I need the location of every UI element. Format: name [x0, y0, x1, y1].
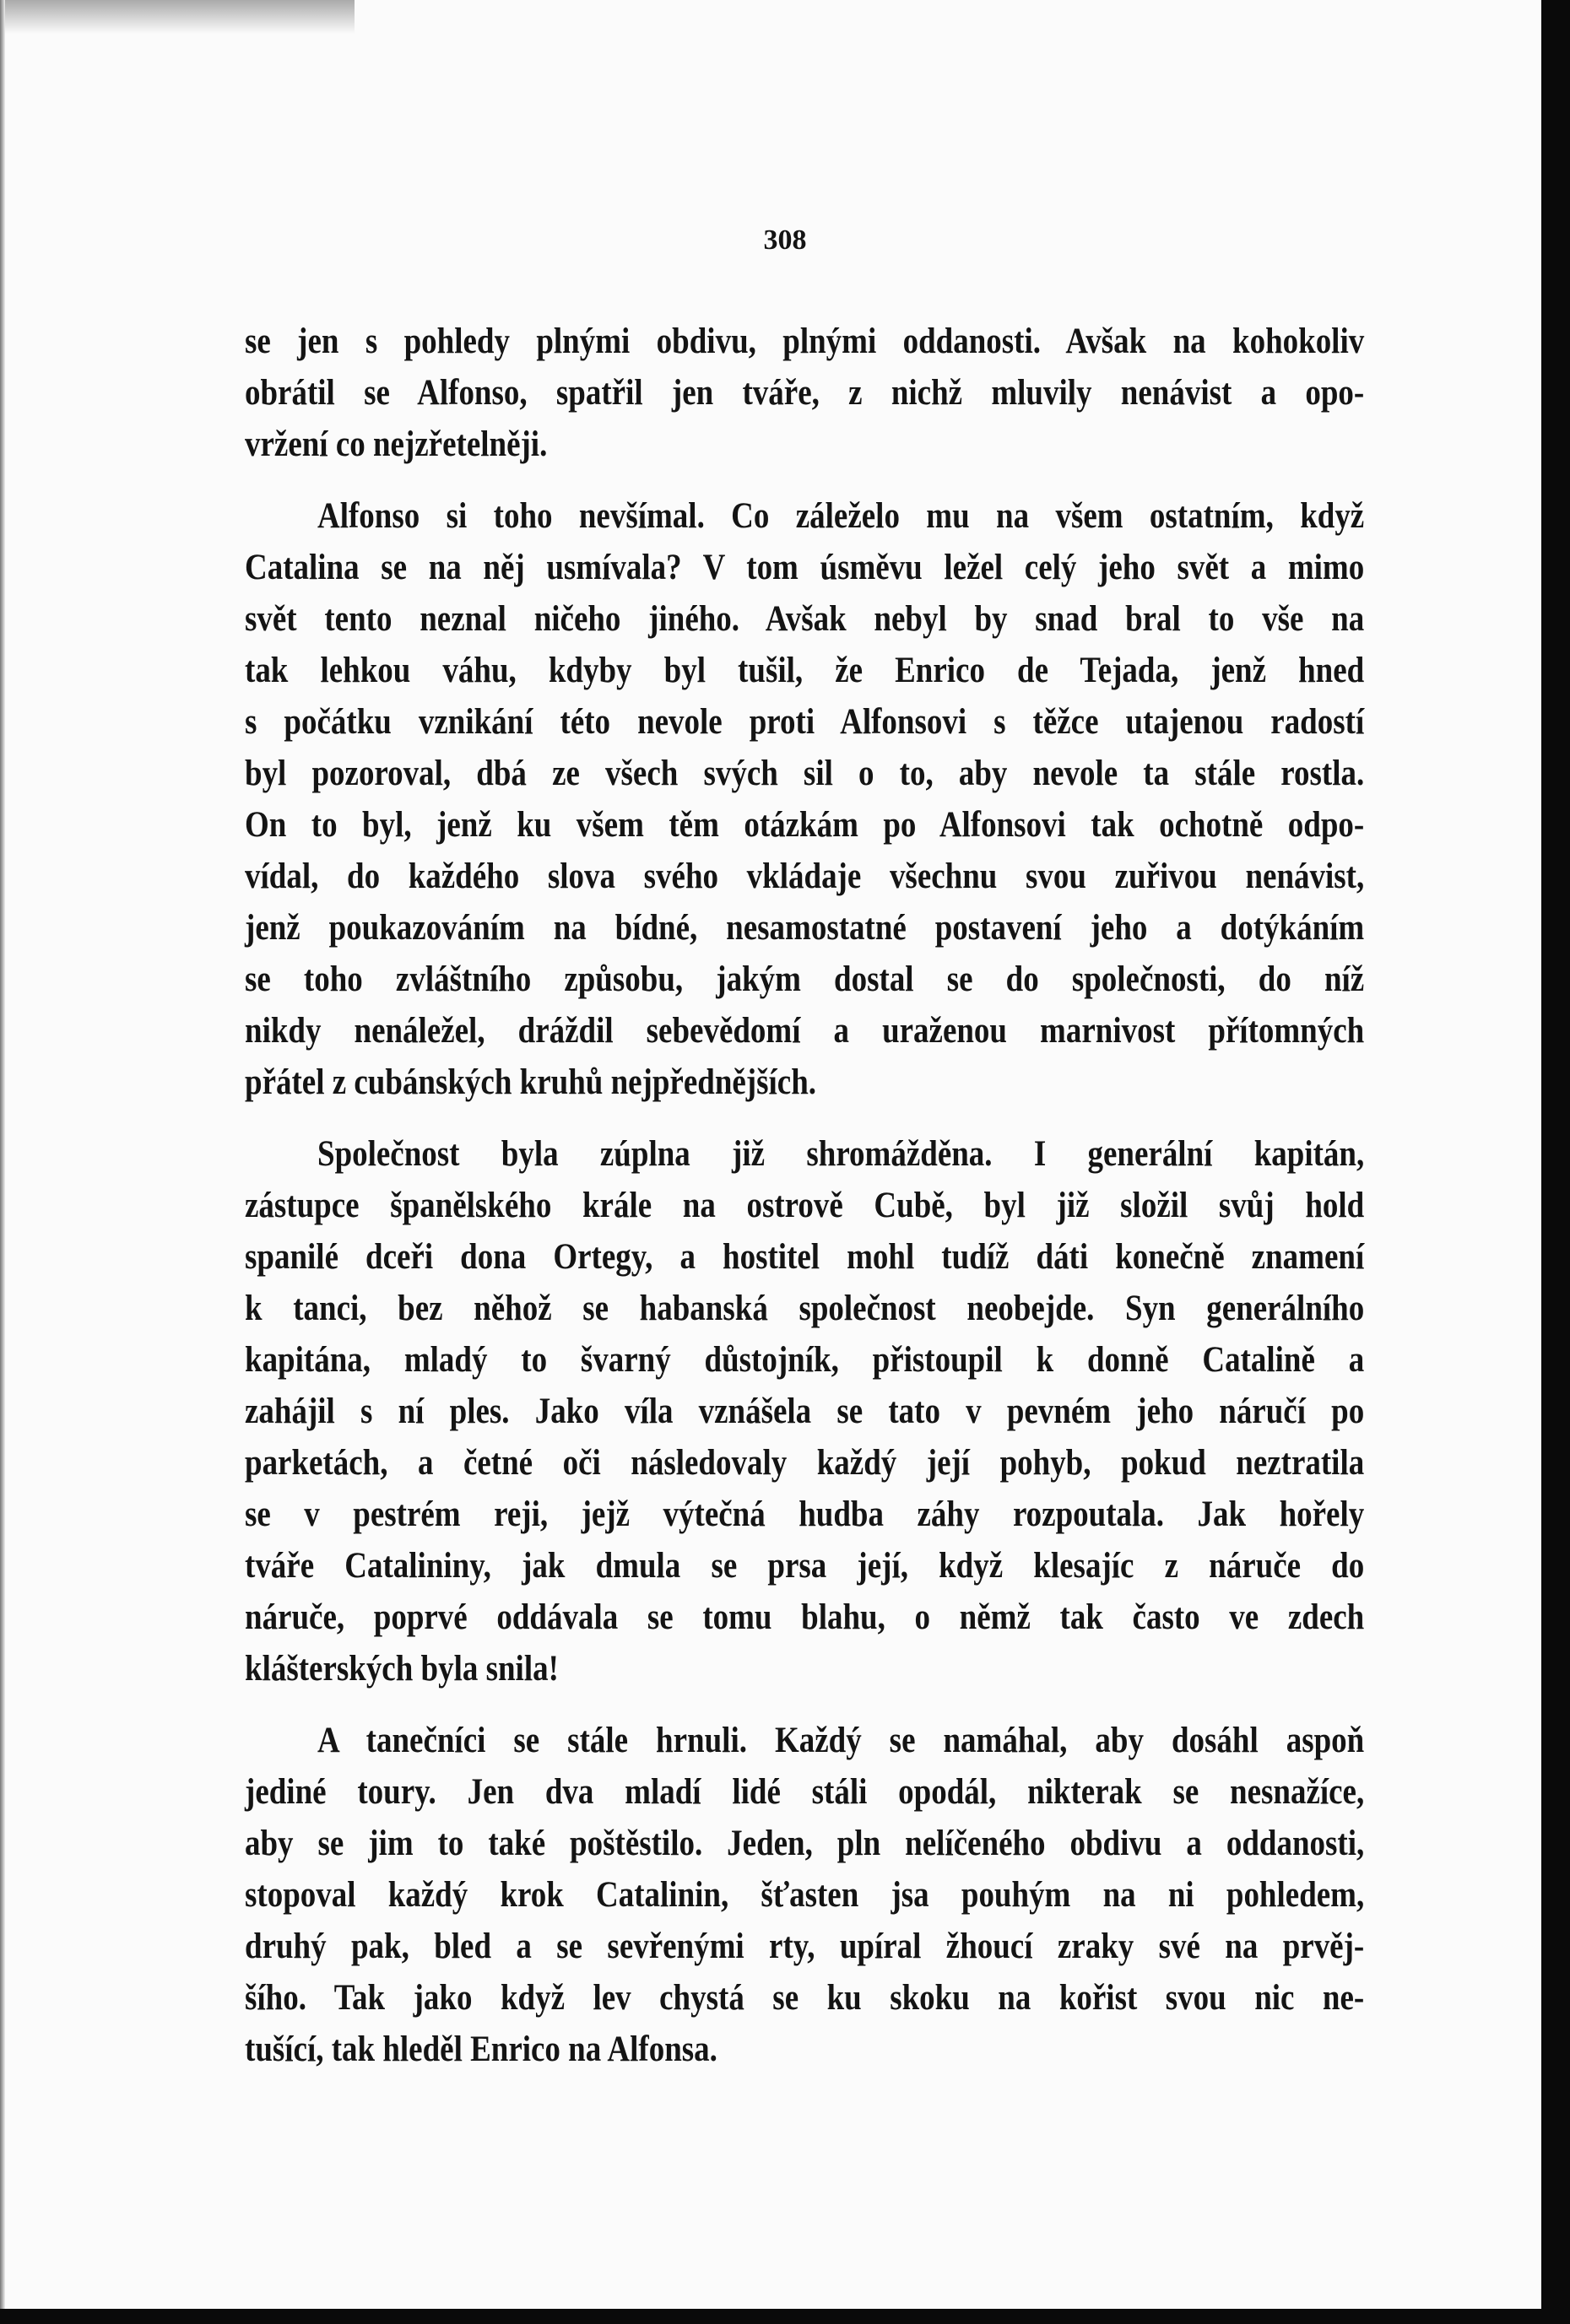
text-line: k tanci, bez něhož se habanská společnost neobejde. Syn generálního — [245, 1289, 1365, 1328]
text-line: šího. Tak jako když lev chystá se ku skoku na kořist svou nic ne- — [245, 1978, 1365, 2018]
text-line: náruče, poprvé oddávala se tomu blahu, o němž tak často ve zdech — [245, 1597, 1365, 1637]
text-line: byl pozoroval, dbá ze všech svých sil o to, aby nevole ta stále rostla. — [245, 754, 1365, 793]
text-line: přátel z cubánských kruhů nejpřednějších. — [245, 1062, 817, 1102]
text-line: druhý pak, bled a se sevřenými rty, upíral žhoucí zraky své na prvěj- — [245, 1927, 1365, 1966]
text-line: tváře Catalininy, jak dmula se prsa její, když klesajíc z náruče do — [245, 1546, 1365, 1586]
text-line: kapitána, mladý to švarný důstojník, přistoupil k donně Catalině a — [245, 1340, 1365, 1380]
paragraph — [245, 490, 1364, 1108]
text-line: A tanečníci se stále hrnuli. Každý se namáhal, aby dosáhl aspoň — [317, 1721, 1365, 1760]
paragraph — [245, 1128, 1364, 1694]
text-line: Společnost byla zúplna již shromážděna. I generální kapitán, — [317, 1134, 1365, 1174]
scan-smudge — [0, 0, 355, 34]
scan-border-bottom — [0, 2309, 1570, 2324]
text-line: jediné toury. Jen dva mladí lidé stáli opodál, nikterak se nesnažíce, — [245, 1772, 1365, 1812]
text-line: nikdy nenáležel, dráždil sebevědomí a uraženou marnivost přítomných — [245, 1011, 1365, 1051]
text-line: stopoval každý krok Catalinin, šťasten jsa pouhým na ni pohledem, — [245, 1875, 1365, 1915]
text-line: zahájil s ní ples. Jako víla vznášela se tato v pevném jeho náručí po — [245, 1392, 1365, 1431]
text-line: tak lehkou váhu, kdyby byl tušil, že Enrico de Tejada, jenž hned — [245, 651, 1365, 690]
text-line: spanilé dceři dona Ortegy, a hostitel mohl tudíž dáti konečně znamení — [245, 1237, 1365, 1277]
paragraph — [245, 1715, 1364, 2075]
text-line: Alfonso si toho nevšímal. Co záleželo mu na všem ostatním, když — [317, 496, 1365, 536]
text-line: vídal, do každého slova svého vkládaje všechnu svou zuřivou nenávist, — [245, 857, 1365, 896]
text-line: tušící, tak hleděl Enrico na Alfonsa. — [245, 2029, 717, 2069]
body-text — [245, 316, 1364, 2095]
scan-edge-left — [0, 0, 5, 2324]
text-line: Catalina se na něj usmívala? V tom úsměvu ležel celý jeho svět a mimo — [245, 548, 1365, 587]
text-line: se jen s pohledy plnými obdivu, plnými oddanosti. Avšak na kohokoliv — [245, 322, 1365, 361]
text-line: obrátil se Alfonso, spatřil jen tváře, z nichž mluvily nenávist a opo- — [245, 373, 1365, 413]
scan-border-right — [1541, 0, 1570, 2324]
text-line: klášterských byla snila! — [245, 1649, 559, 1689]
text-line: parketách, a četné oči následovaly každý její pohyb, pokud neztratila — [245, 1443, 1365, 1483]
text-line: aby se jim to také poštěstilo. Jeden, pln nelíčeného obdivu a oddanosti, — [245, 1824, 1365, 1863]
page-number: 308 — [763, 224, 807, 256]
text-line: svět tento neznal ničeho jiného. Avšak nebyl by snad bral to vše na — [245, 599, 1365, 639]
text-line: se toho zvláštního způsobu, jakým dostal se do společnosti, do níž — [245, 959, 1365, 999]
text-line: s počátku vznikání této nevole proti Alfonsovi s těžce utajenou radostí — [245, 702, 1365, 742]
text-line: vržení co nejzřetelněji. — [245, 424, 548, 464]
text-line: zástupce španělského krále na ostrově Cubě, byl již složil svůj hold — [245, 1186, 1365, 1225]
paragraph — [245, 316, 1364, 470]
text-line: se v pestrém reji, jejž výtečná hudba záhy rozpoutala. Jak hořely — [245, 1494, 1365, 1534]
text-line: jenž poukazováním na bídné, nesamostatné postavení jeho a dotýkáním — [245, 908, 1365, 948]
text-line: On to byl, jenž ku všem těm otázkám po Alfonsovi tak ochotně odpo- — [245, 805, 1365, 845]
